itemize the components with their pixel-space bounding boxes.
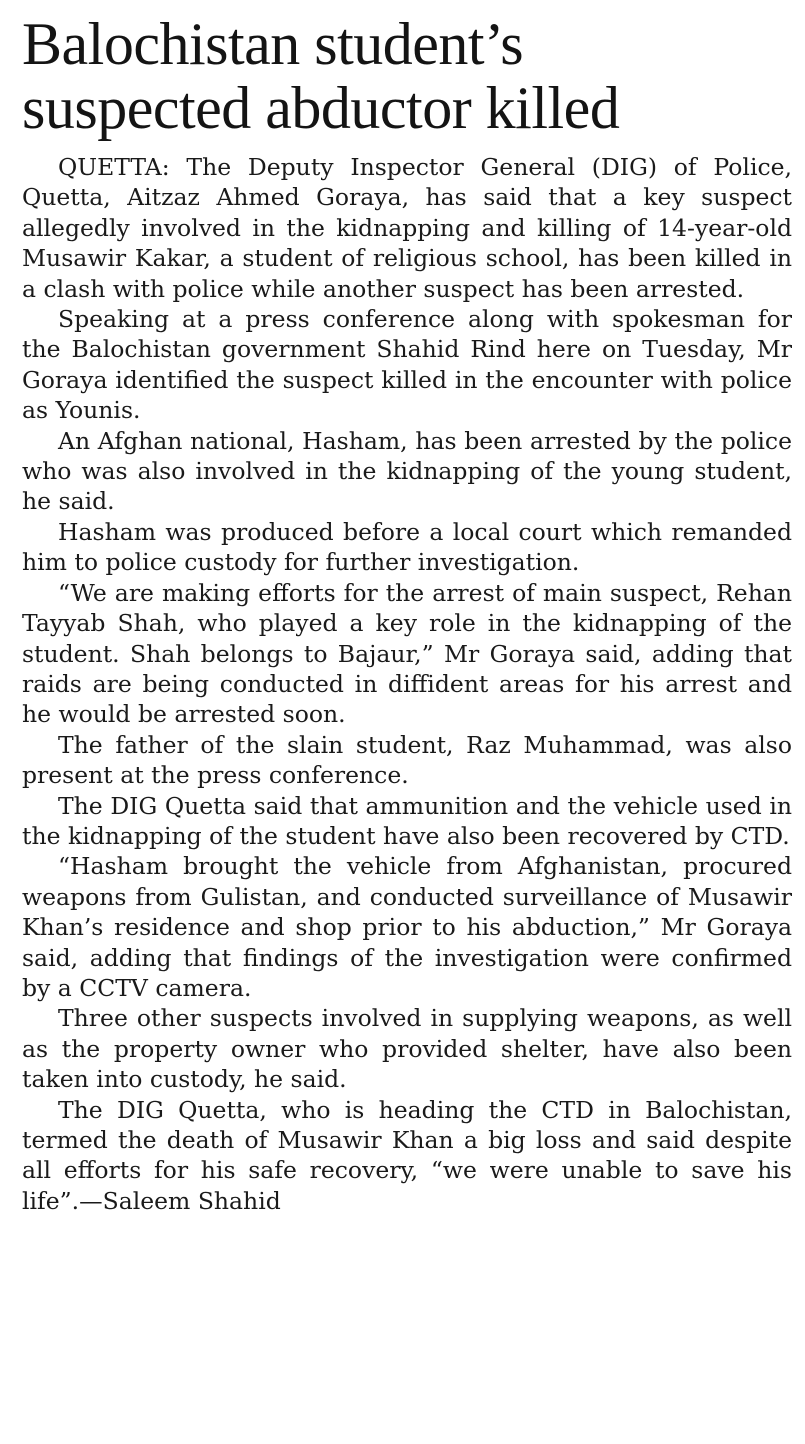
paragraph-2: Speaking at a press conference along with spokesman for the Balochistan government Shahid Rind here on Tuesday, Mr Goraya identified the suspect killed in the encounter with police as Younis.	[22, 305, 792, 425]
paragraph-1: QUETTA: The Deputy Inspector General (DIG) of Police, Quetta, Aitzaz Ahmed Goraya, has said that a key suspect allegedly involved in the kidnapping and killing of 14-year-old Musawir Kakar, a student of religious school, has been killed in a clash with police while another suspect has been arrested.	[22, 153, 792, 303]
paragraph-8: “Hasham brought the vehicle from Afghanistan, procured weapons from Gulistan, and conducted surveillance of Musawir Khan’s residence and shop prior to his abduction,” Mr Goraya said, adding that findings of the investigation were confirmed by a CCTV camera.	[22, 852, 792, 1002]
article-body	[22, 152, 792, 1216]
headline-line-2: suspected abductor killed	[22, 75, 620, 141]
paragraph-7: The DIG Quetta said that ammunition and the vehicle used in the kidnapping of the student have also been recovered by CTD.	[22, 791, 792, 850]
article-headline	[22, 12, 792, 140]
headline-line-1: Balochistan student’s	[22, 11, 524, 77]
paragraph-4: Hasham was produced before a local court which remanded him to police custody for further investigation.	[22, 517, 792, 577]
paragraph-3: An Afghan national, Hasham, has been arrested by the police who was also involved in the kidnapping of the young student, he said.	[22, 426, 792, 516]
news-article	[22, 12, 792, 1216]
paragraph-6: The father of the slain student, Raz Muhammad, was also present at the press conference.	[22, 730, 792, 790]
paragraph-9: Three other suspects involved in supplying weapons, as well as the property owner who provided shelter, have also been taken into custody, he said.	[22, 1004, 792, 1094]
paragraph-5: “We are making efforts for the arrest of main suspect, Rehan Tayyab Shah, who played a key role in the kidnapping of the student. Shah belongs to Bajaur,” Mr Goraya said, adding that raids are being conducted in diffident areas for his arrest and he would be arrested soon.	[22, 578, 792, 729]
paragraph-10-byline: The DIG Quetta, who is heading the CTD in Balochistan, termed the death of Musawir Khan a big loss and said despite all efforts for his safe recovery, “we were unable to save his life”.—Saleem Shahid	[22, 1095, 792, 1215]
